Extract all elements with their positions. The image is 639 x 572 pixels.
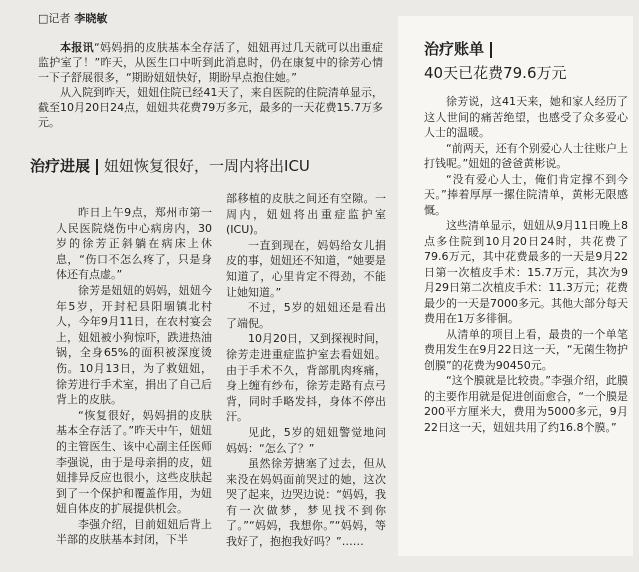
body-paragraph: 徐芳是妞妞的妈妈，妞妞今年5岁，开封杞县阳堌镇北村人，今年9月11日，在农村宴会上，妞妞被小狗惊吓，跌进热油锅，全身65%的面积被深度烫伤。10月13日，为了救妞妞，徐芳进行手术室，捐出了自己后背上的皮肤。 bbox=[56, 283, 212, 407]
lead-paragraph-1: 本报讯“妈妈捐的皮肤基本全存活了，妞妞再过几天就可以出重症监护室了！”昨天，从医生口中听到此消息时，仍在康复中的徐芳心情一下子舒展很多，“期盼妞妞快好，期盼早点抱住她。” bbox=[38, 41, 383, 84]
byline-label: □记者 bbox=[38, 12, 71, 25]
sidebar-paragraph: 徐芳说，这41天来，她和家人经历了这人世间的痛苦绝望，也感受了众多爱心人士的温暖。 bbox=[424, 95, 628, 139]
body-paragraph: 见此，5岁的妞妞警觉地问妈妈：“怎么了？” bbox=[226, 425, 386, 455]
body-paragraph: 李强介绍，目前妞妞后背上半部的皮肤基本封闭，下半 bbox=[56, 517, 212, 547]
lead-section bbox=[38, 40, 383, 130]
body-paragraph: 不过，5岁的妞妞还是看出了端倪。 bbox=[226, 301, 386, 330]
sidebar-heading bbox=[424, 38, 492, 59]
body-paragraph: 部移植的皮肤之间还有空隙。一周内，妞妞将出重症监护室(ICU)。 bbox=[226, 192, 386, 237]
byline bbox=[38, 12, 107, 26]
news-tag: 本报讯 bbox=[60, 41, 94, 54]
section-title: 治疗进展 bbox=[30, 157, 91, 175]
sidebar-paragraph: “没有爱心人士，俺们肯定撑不到今天。”捧着厚厚一摞住院清单，黄彬无限感慨。 bbox=[424, 172, 628, 217]
sidebar-paragraph: 从清单的项目上看，最贵的一个单笔费用发生在9月22日这一天，“无菌生物护创膜”的花费为90450元。 bbox=[424, 327, 628, 372]
sidebar-subtitle: 40天已花费79.6万元 bbox=[424, 64, 567, 82]
section-subtitle: 妞妞恢复很好，一周内将出ICU bbox=[104, 157, 310, 175]
section-heading bbox=[30, 154, 390, 178]
body-paragraph: “恢复很好，妈妈捐的皮肤基本全存活了。”昨天中午，妞妞的主管医生、该中心副主任医师李强说，由于是母亲捐的皮，妞妞排异反应也很小，这些皮肤起到了一个保护和覆盖作用，为妞妞自体皮的扩展提供机会。 bbox=[56, 408, 212, 516]
billing-sidebar bbox=[398, 16, 633, 556]
heading-divider bbox=[490, 42, 492, 58]
sidebar-title: 治疗账单 bbox=[424, 40, 485, 58]
article-column-2 bbox=[226, 191, 386, 550]
body-paragraph: 一直到现在，妈妈给女儿捐皮的事，妞妞还不知道，“她要是知道了，心里肯定不得劲，不能让她知道。” bbox=[226, 238, 386, 299]
body-paragraph: 10月20日，又到探视时间，徐芳走进重症监护室去看妞妞。由于手术不久，背部肌肉疼痛，身上缠有纱布，徐芳走路有点弓背，同时手略发抖，身体不停出汗。 bbox=[226, 332, 386, 424]
reporter-name: 李晓敏 bbox=[74, 12, 108, 25]
sidebar-paragraph: “这个膜就是比较贵。”李强介绍，此膜的主要作用就是促进创面愈合，“一个膜是200平方厘米大，费用为5000多元，9月22日这一天，妞妞共用了约16.8个膜。” bbox=[424, 374, 628, 434]
sidebar-paragraph: “前两天，还有个别爱心人士往账户上打钱呢。”妞妞的爸爸黄彬说。 bbox=[424, 141, 628, 170]
body-paragraph: 昨日上午9点，郑州市第一人民医院烧伤中心病房内，30岁的徐芳正斜躺在病床上休息，“伤口不怎么疼了，只是身体还有点虚。” bbox=[56, 206, 212, 282]
body-paragraph: 虽然徐芳搪塞了过去，但从来没在妈妈面前哭过的她，这次哭了起来，边哭边说：“妈妈，我有一次做梦，梦见找不到你了。”“妈妈，我想你。”“妈妈，等我好了，抱抱我好吗？”…… bbox=[226, 457, 386, 549]
sidebar-body bbox=[424, 94, 628, 435]
article-column-1 bbox=[56, 205, 212, 548]
lead-paragraph-2: 从入院到昨天，妞妞住院已经41天了，来自医院的住院清单显示，截至10月20日24点，妞妞共花费79万多元，最多的一天花费15.7万多元。 bbox=[38, 86, 383, 129]
sidebar-paragraph: 这些清单显示，妞妞从9月11日晚上8点多住院到10月20日24时，共花费了79.6万元，其中花费最多的一天是9月22日第一次植皮手术：15.7万元，其次为9月29日第二次植皮手术：11.3万元；花费最少的一天是7000多元。其他大部分每天费用在1万多徘徊。 bbox=[424, 219, 628, 325]
heading-divider bbox=[96, 159, 98, 175]
